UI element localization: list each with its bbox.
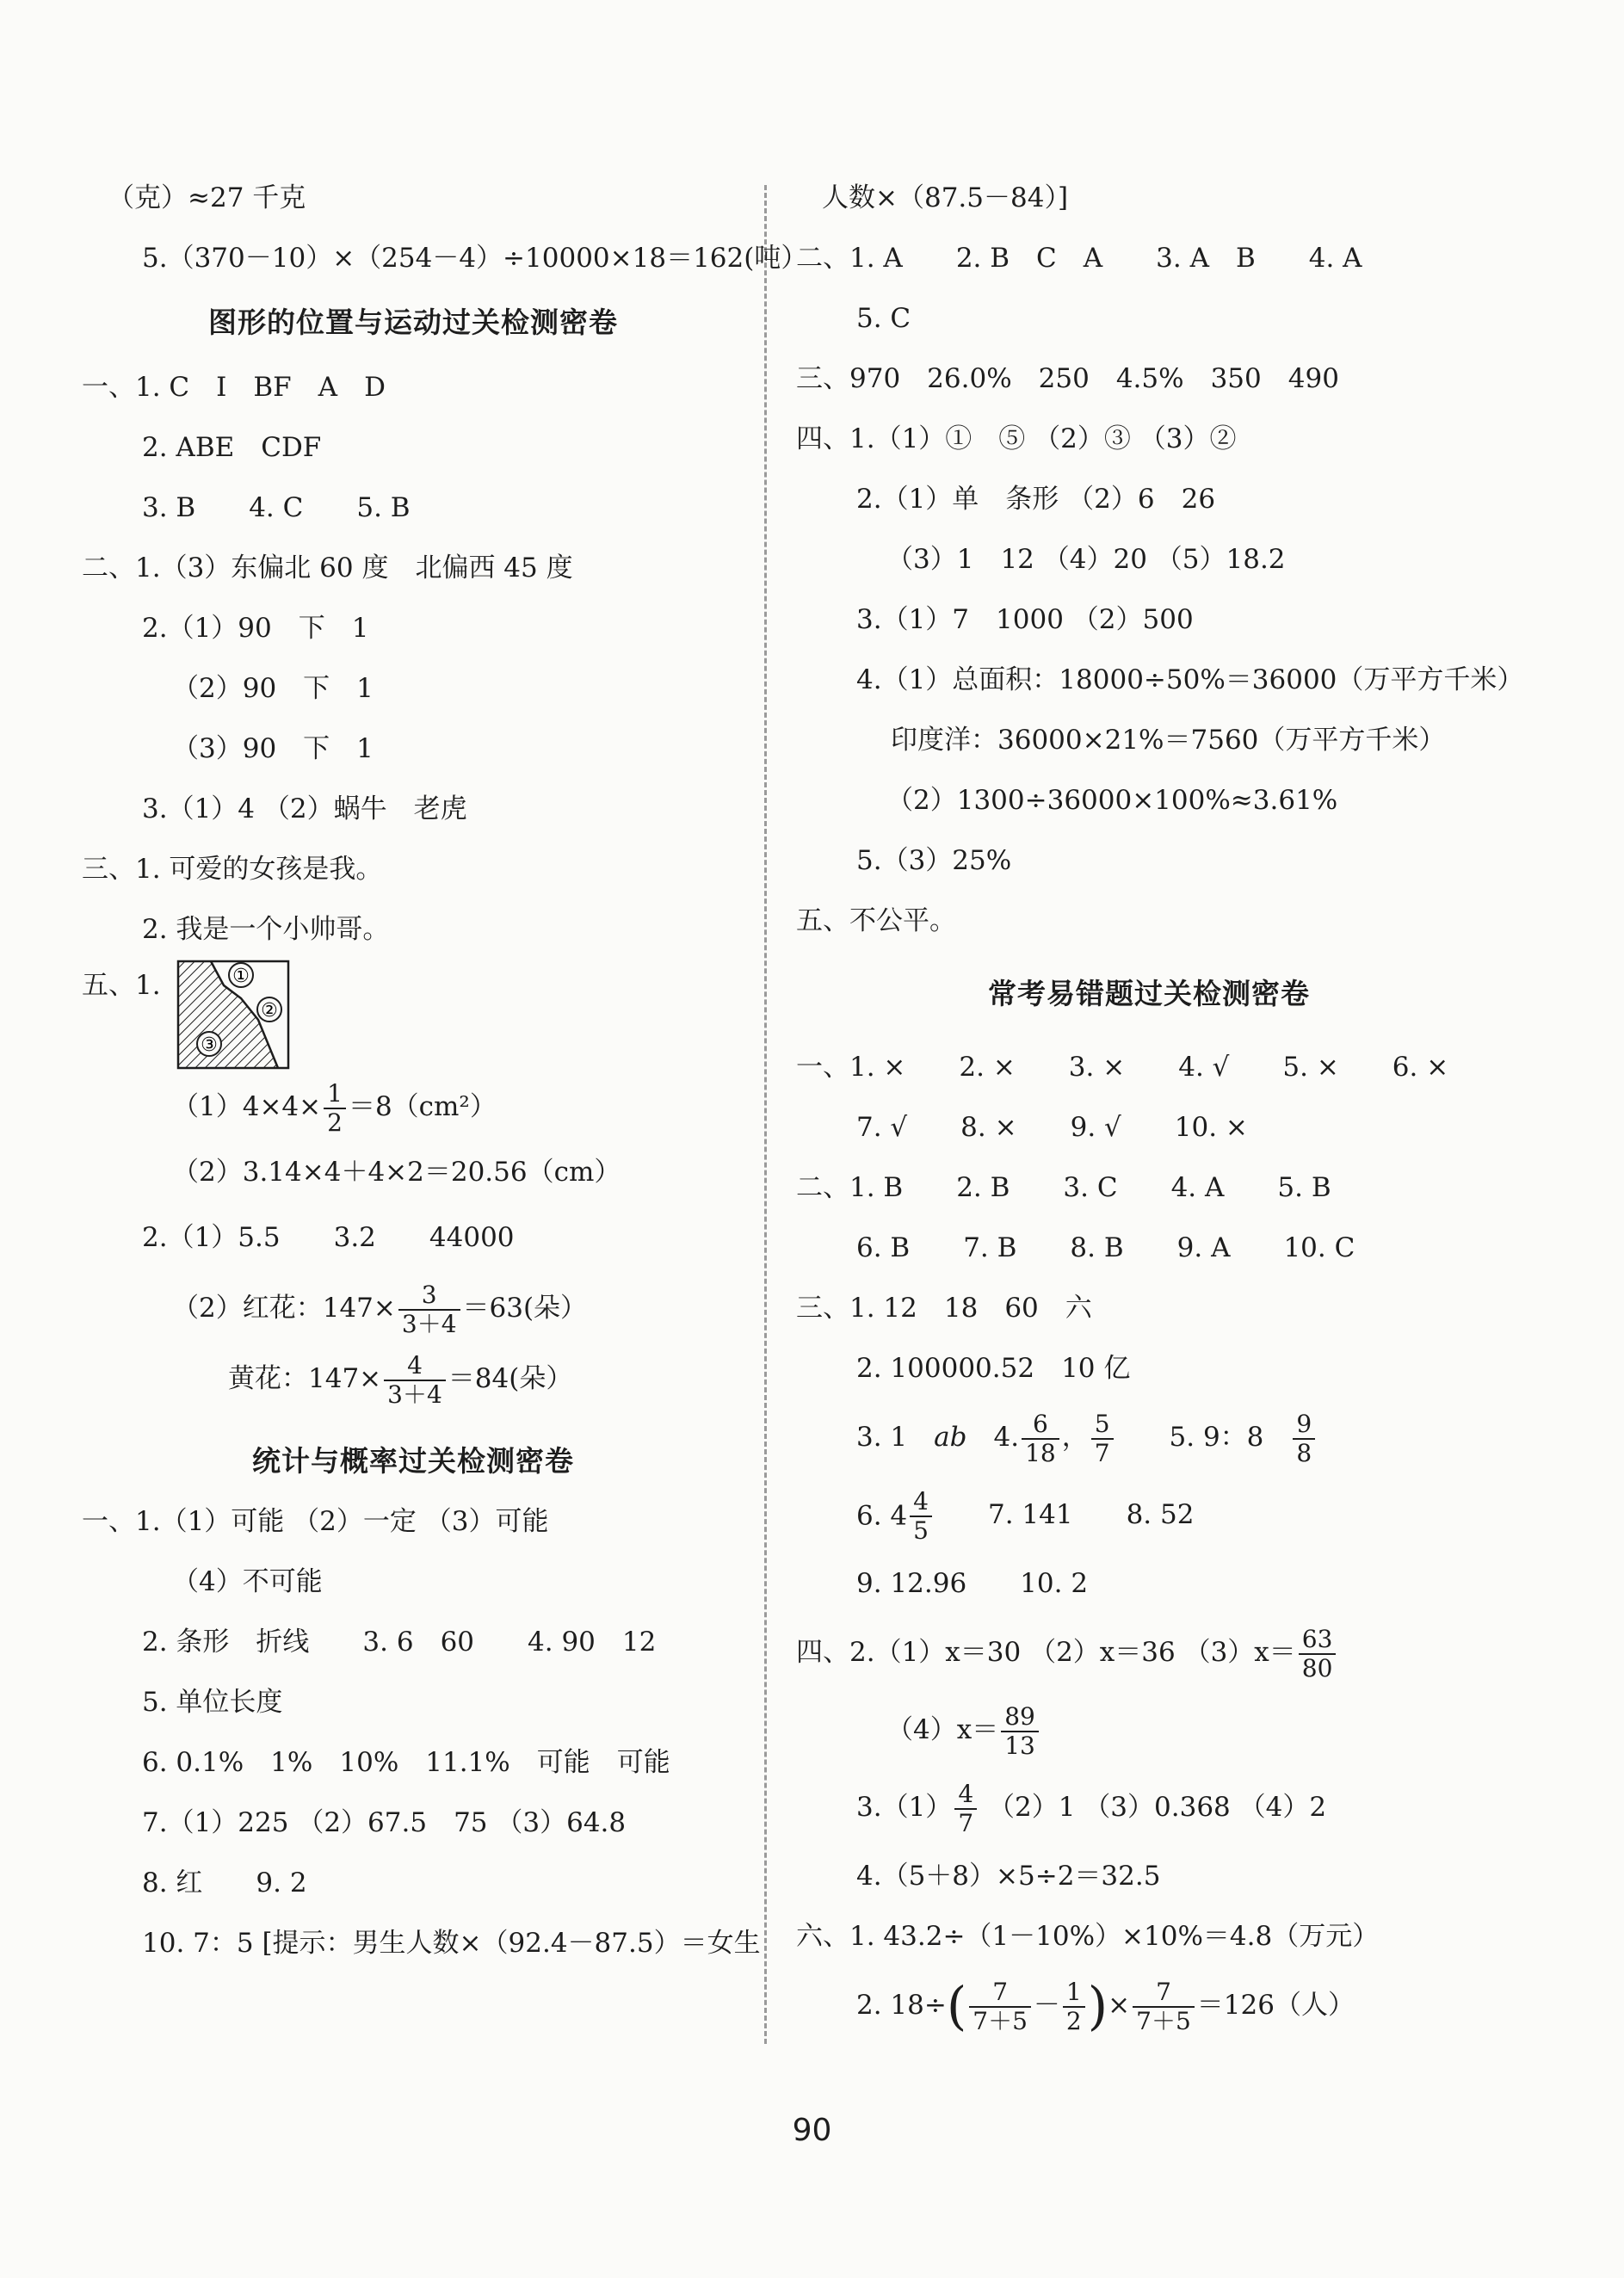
fraction: $\frac{1}{2}$	[1063, 1979, 1085, 2035]
answer-line: 二、1. A 2. B C A 3. A B 4. A	[796, 243, 1362, 274]
answer-label: 五、1.	[82, 970, 161, 1001]
answer-line: 3. B 4. C 5. B	[142, 492, 411, 523]
answer-line: 四、2.（1）x＝30 （2）x＝36 （3）x＝ $\frac{63}{80}$	[796, 1614, 1502, 1691]
answer-line: 5. C	[856, 303, 911, 334]
fraction: $\frac{4}{3+4}$	[384, 1352, 446, 1409]
answer-line: 2.（1）90 下 1	[142, 613, 369, 644]
answer-line: 3.（1）7 1000 （2）500	[856, 604, 1194, 635]
answer-line: 一、1.（1）可能 （2）一定 （3）可能	[82, 1506, 549, 1537]
answer-line: （4）不可能	[172, 1566, 323, 1597]
answer-line: 印度洋：36000×21%＝7560（万平方千米）	[891, 725, 1446, 756]
fig-label-3: ③	[201, 1034, 218, 1056]
answer-line: 三、970 26.0% 250 4.5% 350 490	[796, 363, 1339, 394]
fraction: $\frac{3}{3+4}$	[398, 1281, 460, 1338]
fig-label-1: ①	[232, 966, 250, 987]
answer-line: 2. 18÷( $\frac{7}{7+5}$ － $\frac{1}{2}$ )× $\frac{7}{7+5}$ ＝126（人）	[856, 1976, 1355, 2037]
answer-line: 3.（1）4 （2）蜗牛 老虎	[142, 793, 467, 824]
answer-line: 7. √ 8. × 9. √ 10. ×	[856, 1112, 1248, 1143]
answer-line: 10. 7：5 [提示：男生人数×（92.4－87.5）＝女生	[142, 1928, 761, 1959]
left-column	[82, 168, 808, 1973]
answer-line: 3. 1 ab 4. $\frac{6}{18}$ ， $\frac{5}{7}$ 5. 9：8 $\frac{9}{8}$	[796, 1398, 1502, 1476]
square-figure	[176, 960, 293, 1071]
answer-line: （2）3.14×4＋4×2＝20.56（cm）	[172, 1157, 621, 1188]
answer-line: 4.（1）总面积：18000÷50%＝36000（万平方千米）	[856, 664, 1524, 695]
answer-line: 五、不公平。	[796, 905, 956, 936]
answer-line: 二、1.（3）东偏北 60 度 北偏西 45 度	[82, 553, 573, 583]
answer-line: （2）1300÷36000×100%≈3.61%	[886, 785, 1338, 816]
answer-line: 6. B 7. B 8. B 9. A 10. C	[856, 1232, 1355, 1263]
answer-line: 3.（1） $\frac{4}{7}$ （2）1 （3）0.368 （4）2	[856, 1779, 1327, 1837]
fraction: $\frac{89}{13}$	[1001, 1703, 1039, 1760]
answer-line: （2）90 下 1	[172, 673, 374, 704]
answer-line: （2）红花：147× $\frac{3}{3+4}$ ＝63(朵）	[172, 1280, 588, 1338]
section-heading: 统计与概率过关检测密卷	[252, 1444, 574, 1478]
answer-line: 四、1.（1）① ⑤ （2）③ （3）②	[796, 423, 1237, 454]
figure-line	[82, 960, 744, 1071]
fig-label-2: ②	[261, 1000, 278, 1022]
answer-line: 2.（1）单 条形 （2）6 26	[856, 484, 1216, 515]
section-heading: 常考易错题过关检测密卷	[988, 977, 1310, 1010]
answer-line: 一、1. C I BF A D	[82, 372, 386, 403]
answer-line: （1）4×4× $\frac{1}{2}$ ＝8（cm²）	[172, 1078, 497, 1137]
page-number: 90	[792, 2113, 832, 2148]
answer-line: 六、1. 43.2÷（1－10%）×10%＝4.8（万元）	[796, 1921, 1380, 1952]
answer-line: 人数×（87.5－84）]	[822, 182, 1069, 213]
answer-line: 7.（1）225 （2）67.5 75 （3）64.8	[142, 1807, 627, 1838]
answer-line: 2. 我是一个小帅哥。	[142, 914, 390, 945]
answer-line: 2. ABE CDF	[142, 432, 322, 463]
answer-line: 4.（5＋8）×5÷2＝32.5	[856, 1861, 1161, 1892]
answer-line: 2. 条形 折线 3. 6 60 4. 90 12	[142, 1627, 657, 1658]
answer-line: （3）90 下 1	[172, 733, 374, 764]
fraction: $\frac{5}{7}$	[1091, 1411, 1114, 1467]
answer-line: 黄花：147× $\frac{4}{3+4}$ ＝84(朵）	[228, 1350, 573, 1409]
answer-line: 一、1. × 2. × 3. × 4. √ 5. × 6. ×	[796, 1052, 1449, 1083]
fraction: $\frac{1}{2}$	[324, 1080, 346, 1137]
section-heading: 图形的位置与运动过关检测密卷	[208, 306, 618, 339]
answer-line: 5. 单位长度	[142, 1687, 283, 1718]
answer-line: 8. 红 9. 2	[142, 1867, 307, 1898]
column-divider	[764, 185, 767, 2044]
answer-line: （4）x＝ $\frac{89}{13}$	[796, 1691, 1502, 1769]
answer-line: 6. 4 $\frac{4}{5}$ 7. 141 8. 52	[856, 1486, 1195, 1545]
answer-line: （3）1 12 （4）20 （5）18.2	[886, 544, 1286, 575]
fraction: $\frac{6}{18}$	[1022, 1411, 1059, 1467]
answer-line: 5.（3）25%	[856, 845, 1012, 876]
answer-line: 9. 12.96 10. 2	[856, 1568, 1089, 1599]
answer-line: （克）≈27 千克	[108, 182, 306, 213]
answer-line: 三、1. 可爱的女孩是我。	[82, 854, 383, 885]
fraction: $\frac{4}{7}$	[954, 1781, 977, 1837]
answer-line: 5.（370－10）×（254－4）÷10000×18＝162(吨）	[142, 243, 808, 274]
fraction: $\frac{63}{80}$	[1299, 1626, 1337, 1682]
answer-line: 二、1. B 2. B 3. C 4. A 5. B	[796, 1172, 1331, 1203]
fraction: $\frac{7}{7+5}$	[1133, 1979, 1195, 2035]
answer-line: 6. 0.1% 1% 10% 11.1% 可能 可能	[142, 1747, 670, 1778]
right-column	[796, 168, 1524, 2044]
fraction: $\frac{9}{8}$	[1293, 1411, 1315, 1467]
fraction: $\frac{7}{7+5}$	[969, 1979, 1031, 2035]
fraction: $\frac{4}{5}$	[910, 1488, 932, 1545]
answer-line: 2.（1）5.5 3.2 44000	[142, 1222, 515, 1253]
answer-line: 2. 100000.52 10 亿	[856, 1353, 1131, 1384]
answer-line: 三、1. 12 18 60 六	[796, 1293, 1092, 1324]
